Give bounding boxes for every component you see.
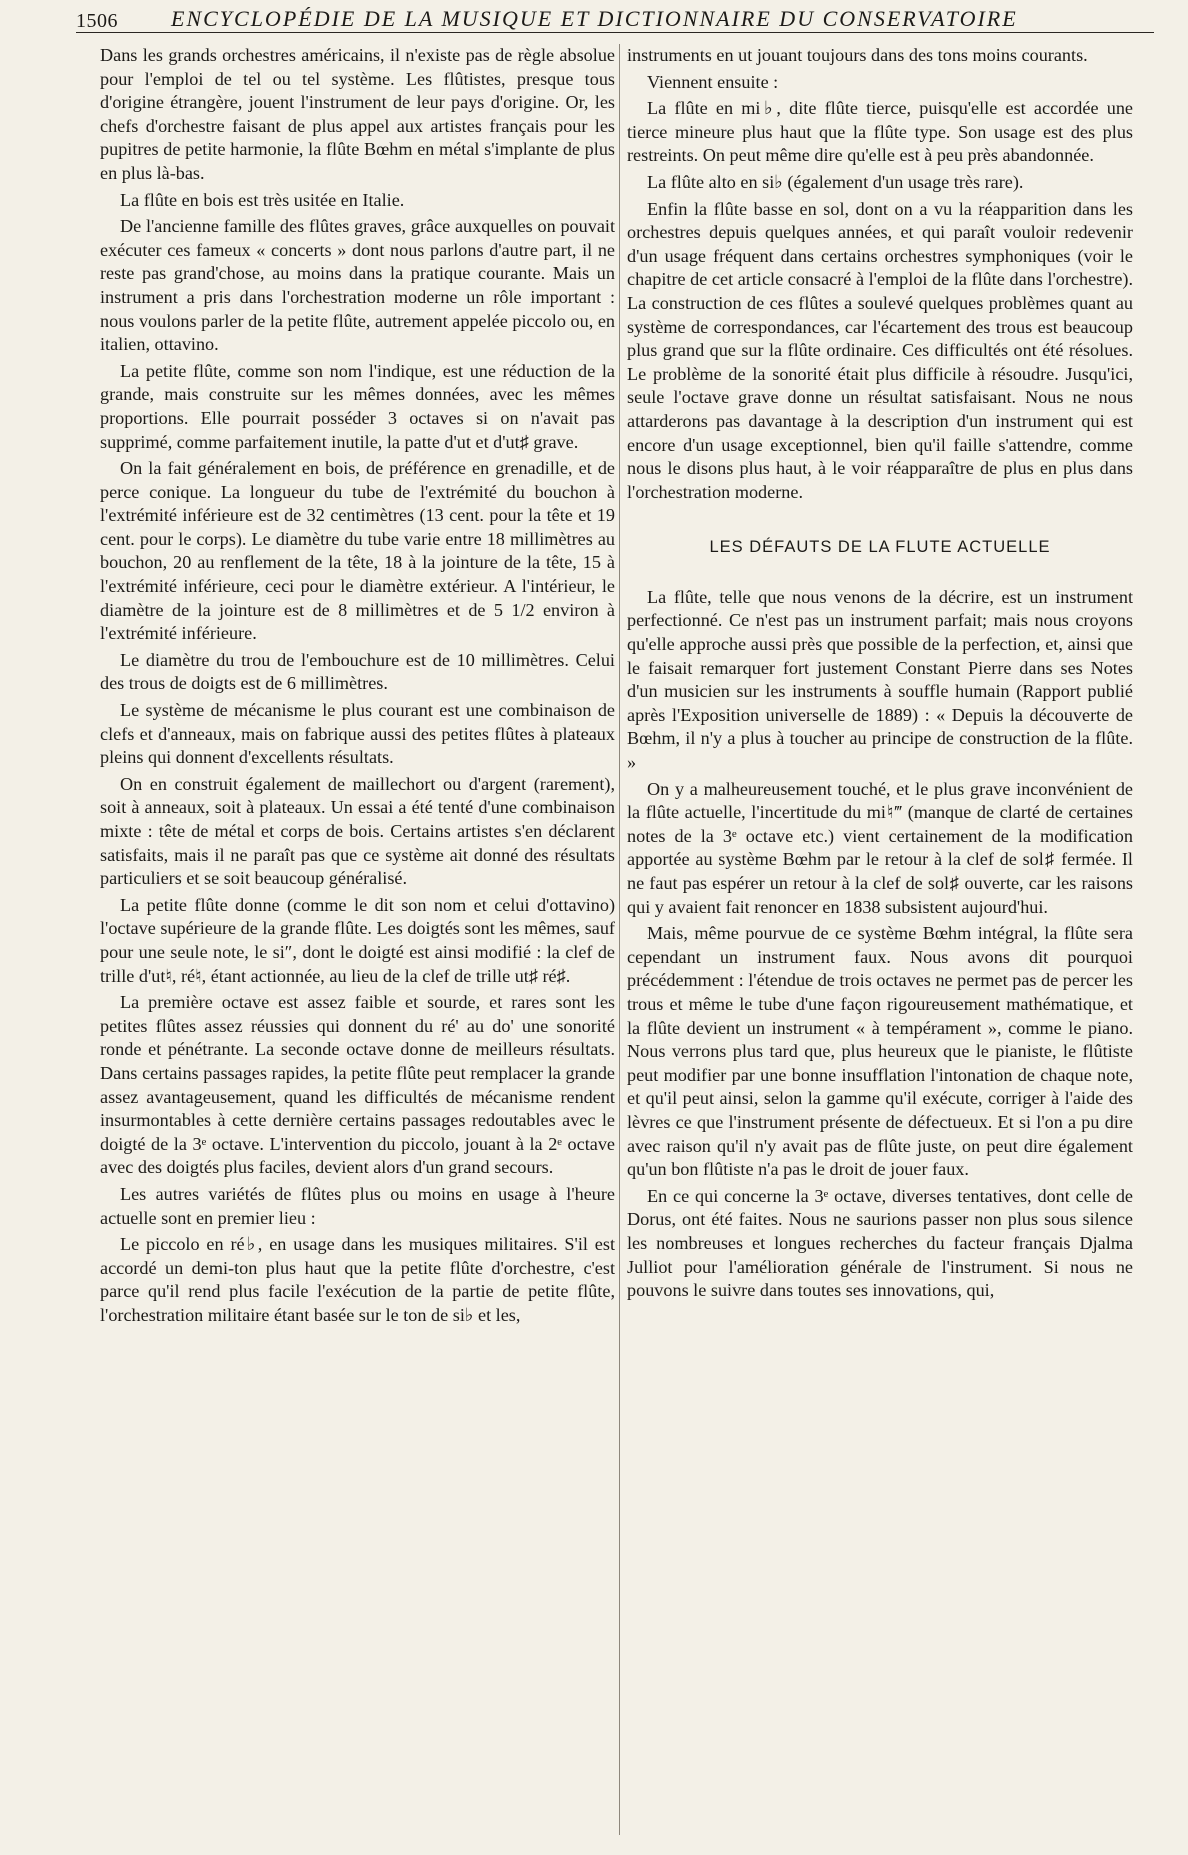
column-divider — [619, 44, 620, 1835]
paragraph: Le diamètre du trou de l'embouchure est de 10 millimètres. Celui des trous de doigts est de 6 millimètres. — [100, 649, 615, 694]
paragraph: instruments en ut jouant toujours dans des tons moins courants. — [627, 45, 1088, 65]
paragraph: On en construit également de maillechort ou d'argent (rarement), soit à anneaux, soit à plateaux. Un essai a été tenté d'une combinaison mixte : tête de métal et corps de bois. Certains artistes s'en déclarent satisfaits, mais il ne paraît pas que ce système ait donné des résultats particuliers et se soit beaucoup généralisé. — [100, 773, 615, 889]
paragraph: Les autres variétés de flûtes plus ou moins en usage à l'heure actuelle sont en premier lieu : — [100, 1183, 615, 1228]
running-head — [76, 2, 1154, 33]
paragraph: Le système de mécanisme le plus courant est une combinaison de clefs et d'anneaux, mais on fabrique aussi des petites flûtes à plateaux pleins qui donnent d'excellents résultats. — [100, 700, 615, 768]
paragraph: Mais, même pourvue de ce système Bœhm intégral, la flûte sera cependant un instrument faux. Nous avons dit pourquoi précédemment : l'étendue de trois octaves ne permet pas de percer les trous et même le tube d'une façon rigoureusement mathématique, et la flûte devient un instrument « à tempérament », comme le piano. Nous verrons plus tard que, plus heureux que le pianiste, le flûtiste peut modifier par une bonne insufflation l'intonation de chaque note, et qu'il peut ainsi, selon la gamme qu'il exécute, corriger à l'aide des lèvres ce que l'instrument présente de défectueux. Et si l'on a pu dire avec raison qu'il n'y avait pas de flûte juste, on peut dire également qu'un bon flûtiste n'a pas le droit de jouer faux. — [627, 923, 1133, 1180]
paragraph: La petite flûte donne (comme le dit son nom et celui d'ottavino) l'octave supérieure de la grande flûte. Les doigtés sont les mêmes, sauf pour une seule note, le si″, dont le doigté est ainsi modifié : la clef de trille d'ut♮, ré♮, étant actionnée, au lieu de la clef de trille ut♯ ré♯. — [100, 894, 615, 986]
paragraph: La flûte, telle que nous venons de la décrire, est un instrument perfectionné. Ce n'est pas un instrument parfait; mais nous croyons qu'elle approche aussi près que possible de la perfection, et, ainsi que le faisait remarquer fort justement Constant Pierre dans ses Notes d'un musicien sur les instruments à souffle humain (Rapport publié après l'Exposition universelle de 1889) : « Depuis la découverte de Bœhm, il n'y a plus à toucher au principe de construction de la flûte. » — [627, 586, 1133, 773]
paragraph: Viennent ensuite : — [647, 71, 779, 92]
running-title: ENCYCLOPÉDIE DE LA MUSIQUE ET DICTIONNAIRE DU CONSERVATOIRE — [171, 6, 1018, 31]
paragraph: De l'ancienne famille des flûtes graves, grâce auxquelles on pouvait exécuter ces fameux « concerts » dont nous parlons d'autre part, il ne reste pas grand'chose, au moins dans la pratique courante. Mais un instrument a pris dans l'orchestration moderne un rôle important : nous voulons parler de la petite flûte, autrement appelée piccolo ou, en italien, ottavino. — [100, 216, 615, 355]
paragraph: Enfin la flûte basse en sol, dont on a vu la réapparition dans les orchestres depuis quelques années, et qui paraît vouloir redevenir d'un usage fréquent dans certains orchestres symphoniques (voir le chapitre de cet article consacré à l'emploi de la flûte dans l'orchestre). La construction de ces flûtes a soulevé quelques problèmes quant au système de correspondances, car l'écartement des trous est beaucoup plus grand que sur la flûte ordinaire. Ces difficultés ont été résolues. Le problème de la sonorité était plus difficile à résoudre. Jusqu'ici, seule l'octave grave donne un résultat satisfaisant. Nous ne nous attarderons pas davantage à la description d'un instrument qui est encore d'un usage exceptionnel, bien qu'il faille s'attendre, comme nous le disons plus haut, à le voir réapparaître de plus en plus dans l'orchestration moderne. — [627, 198, 1133, 502]
paragraph: La flûte alto en si♭ (également d'un usage très rare). — [647, 171, 1024, 192]
page-number: 1506 — [76, 10, 118, 32]
text-columns — [76, 44, 1154, 1835]
paragraph: On la fait généralement en bois, de préférence en grenadille, et de perce conique. La longueur du tube de l'extrémité du bouchon à l'extrémité inférieure est de 32 centimètres (13 cent. pour la tête et 19 cent. pour le corps). Le diamètre du tube varie entre 18 millimètres au bouchon, 20 au renflement de la tête, 18 à la jointure de la tête, 15 à l'extrémité inférieure, ceci pour le diamètre extérieur. A l'intérieur, le diamètre de la jointure est de 8 millimètres et de 5 1/2 environ à l'extrémité inférieure. — [100, 458, 615, 644]
paragraph: En ce qui concerne la 3ᵉ octave, diverses tentatives, dont celle de Dorus, ont été faites. Nous ne saurions passer non plus sous silence les nombreuses et longues recherches du facteur français Djalma Julliot pour l'amélioration générale de l'instrument. Si nous ne pouvons le suivre dans toutes ses innovations, qui, — [627, 1185, 1133, 1301]
paragraph: Dans les grands orchestres américains, il n'existe pas de règle absolue pour l'emploi de tel ou tel système. Les flûtistes, presque tous d'origine étrangère, jouent l'instrument de leur pays d'origine. Or, les chefs d'orchestre faisant de plus appel aux artistes français pour les pupitres de petite harmonie, la flûte Bœhm en métal s'implante de plus en plus là-bas. — [100, 45, 615, 183]
paragraph: On y a malheureusement touché, et le plus grave inconvénient de la flûte actuelle, l'incertitude du mi♮‴ (manque de clarté de certaines notes de la 3ᵉ octave etc.) vient certainement de la modification apportée au système Bœhm par le retour à la clef de sol♯ fermée. Il ne faut pas espérer un retour à la clef de sol♯ ouverte, car les raisons qui y avaient fait renoncer en 1838 subsistent aujourd'hui. — [627, 778, 1133, 917]
paragraph: La flûte en mi♭, dite flûte tierce, puisqu'elle est accordée une tierce mineure plus haut que la flûte type. Son usage est des plus restreints. On peut même dire qu'elle est à peu près abandonnée. — [627, 98, 1133, 166]
paragraph: La flûte en bois est très usitée en Italie. — [120, 189, 405, 210]
right-column — [627, 44, 1133, 1306]
paragraph: La première octave est assez faible et sourde, et rares sont les petites flûtes assez réussies qui donnent du ré' au do' une sonorité ronde et pénétrante. La seconde octave donne de meilleurs résultats. Dans certains passages rapides, la petite flûte peut remplacer la grande assez avantageusement, quand les difficultés de mécanisme rendent insurmontables à cette dernière certains passages redoutables avec le doigté de la 3ᵉ octave. L'intervention du piccolo, jouant à la 2ᵉ octave avec des doigtés plus faciles, devient alors d'un grand secours. — [100, 992, 615, 1178]
left-column — [100, 44, 615, 1330]
paragraph: Le piccolo en ré♭, en usage dans les musiques militaires. S'il est accordé un demi-ton plus haut que la petite flûte d'orchestre, c'est parce qu'il rend plus facile l'exécution de la partie de petite flûte, l'orchestration militaire étant basée sur le ton de si♭ et les, — [100, 1234, 615, 1325]
section-heading: LES DÉFAUTS DE LA FLUTE ACTUELLE — [709, 538, 1051, 557]
paragraph: La petite flûte, comme son nom l'indique, est une réduction de la grande, mais construite sur les mêmes données, avec les mêmes proportions. Elle pourrait posséder 3 octaves si on n'avait pas supprimé, comme parfaitement inutile, la patte d'ut et d'ut♯ grave. — [100, 360, 615, 452]
